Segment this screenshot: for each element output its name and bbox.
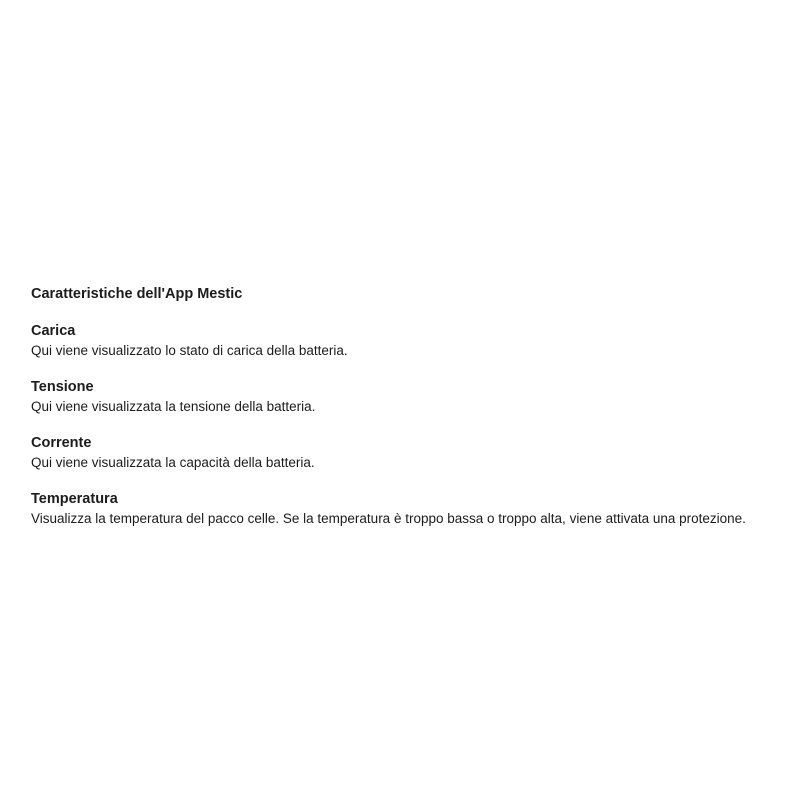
section-description: Qui viene visualizzata la capacità della batteria. xyxy=(31,455,315,470)
section-title: Temperatura xyxy=(31,491,118,507)
section-title: Corrente xyxy=(31,435,92,451)
section-corrente xyxy=(31,434,770,472)
section-title: Carica xyxy=(31,323,76,339)
section-title: Tensione xyxy=(31,379,94,395)
section-description: Qui viene visualizzata la tensione della batteria. xyxy=(31,399,316,414)
section-carica xyxy=(31,322,770,360)
section-tensione xyxy=(31,378,770,416)
section-description: Visualizza la temperatura del pacco celle. Se la temperatura è troppo bassa o troppo alta, viene attivata una protezione. xyxy=(31,511,746,526)
page-title: Caratteristiche dell'App Mestic xyxy=(31,286,243,302)
section-description: Qui viene visualizzato lo stato di carica della batteria. xyxy=(31,343,348,358)
section-temperatura xyxy=(31,490,770,528)
